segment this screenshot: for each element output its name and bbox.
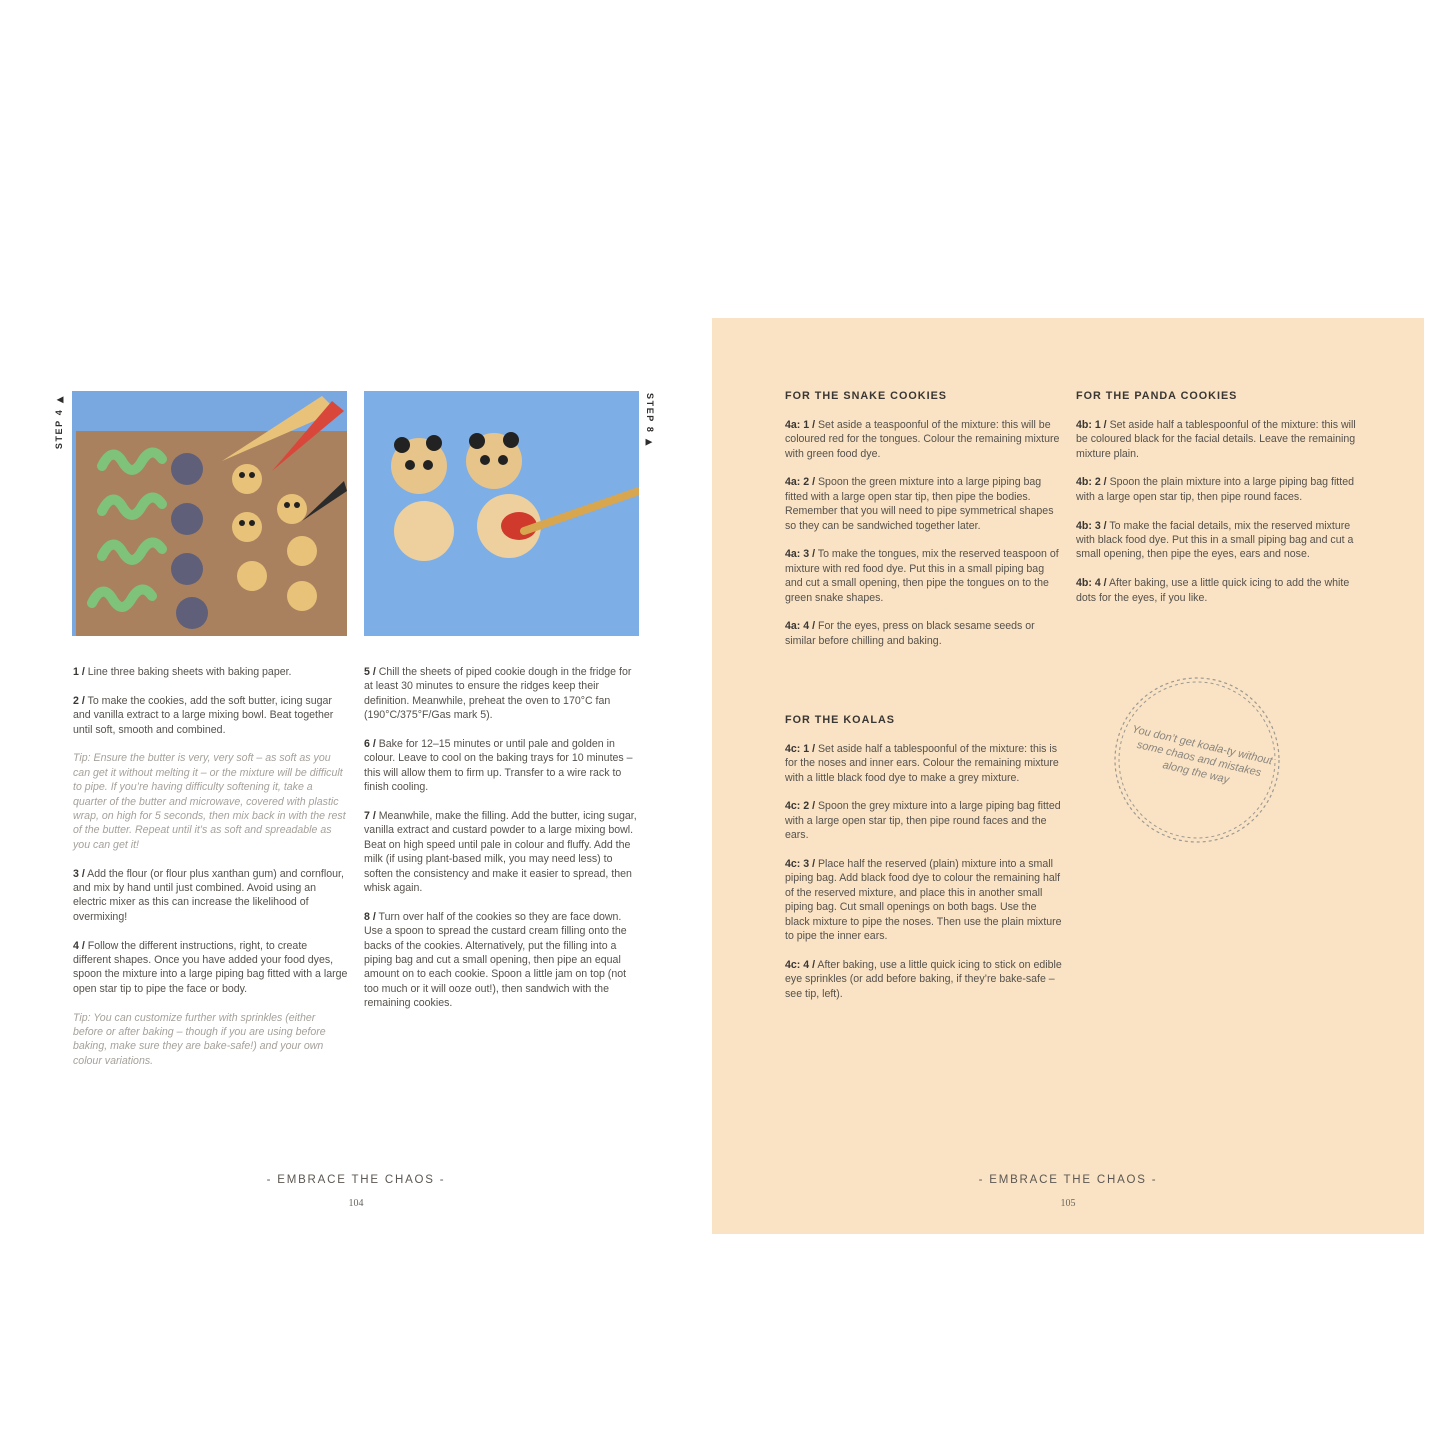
step-number: 4 /: [73, 939, 85, 952]
step-text: Place half the reserved (plain) mixture into a small piping bag. Add black food dye to colour the remaining half of the reserved mixture, and place this in another small piping bag. Cut small openings on both bags. Use the black mixture to pipe the noses. Then use the plain mixture to pipe the inner ears.: [785, 858, 1062, 943]
left-column-1: [73, 665, 348, 1083]
left-page: [0, 318, 712, 1234]
step-text: To make the tongues, mix the reserved teaspoon of mixture with red food dye. Put this in a small piping bag and cut a small opening, then pipe the tongues on to the green snake shapes.: [785, 548, 1059, 604]
right-page: [712, 318, 1424, 1234]
photo-step-4-piped-cookies: [72, 391, 347, 636]
koala-step-2: [785, 799, 1063, 842]
left-footer-title: - EMBRACE THE CHAOS -: [266, 1174, 446, 1186]
step-text: Add the flour (or flour plus xanthan gum) and cornflour, and mix by hand until just combined. Avoid using an electric mixer as this can increase the likelihood of overmixing!: [73, 867, 344, 923]
step-number: 5 /: [364, 666, 376, 678]
step-number: 4a: 4 /: [785, 620, 816, 633]
right-page-number: 105: [1060, 1198, 1076, 1209]
step-number: 4a: 2 /: [785, 476, 816, 489]
step-text: To make the facial details, mix the reserved mixture with black food dye. Put this in a small piping bag and cut a small opening, then pipe the eyes, ears and nose.: [1076, 519, 1354, 561]
right-footer-title: - EMBRACE THE CHAOS -: [978, 1174, 1158, 1186]
step-number: 1 /: [73, 666, 85, 678]
step-text: Line three baking sheets with baking paper.: [84, 666, 292, 678]
snake-step-1: [785, 418, 1063, 461]
step-4: [73, 939, 348, 997]
step-text: Follow the different instructions, right, to create different shapes. Once you have added your food dyes, spoon the mixture into a large piping bag fitted with a large open star tip to pipe the face or body.: [73, 939, 348, 995]
step-number: 4a: 3 /: [785, 548, 816, 561]
step-text: Bake for 12–15 minutes or until pale and golden in colour. Leave to cool on the baking trays for 10 minutes – this will allow them to firm up. Transfer to a wire rack to finish cooling.: [364, 738, 633, 794]
step-text: Meanwhile, make the filling. Add the butter, icing sugar, vanilla extract and custard powder to a large mixing bowl. Beat on high speed until pale in colour and fluffy. Add the milk (if using plant-based milk, you may need less) to soften the consistency and make it easier to spread, then whisk again.: [364, 810, 637, 895]
step-text: Spoon the grey mixture into a large piping bag fitted with a large open star tip, then pipe round faces and the ears.: [785, 800, 1061, 842]
butter-tip: Tip: Ensure the butter is very, very soft – as soft as you can get it without melting it – or the mixture will be difficult to pipe. If you’re having difficulty softening it, take a quarter of the butter and microwave, covered with plastic wrap, on high for 5 seconds, then mix back in with the rest of the butter. Repeat until it’s as soft and spreadable as you can get it!: [73, 752, 346, 851]
panda-step-1: [1076, 418, 1356, 461]
snake-step-4: [785, 619, 1063, 648]
step-number: 4b: 2 /: [1076, 476, 1107, 489]
step-number: 4b: 3 /: [1076, 519, 1107, 532]
sandwich-cookies-illustration: [364, 391, 639, 636]
step-text: Turn over half of the cookies so they are face down. Use a spoon to spread the custard cream filling onto the backs of the cookies. Alternatively, put the filling into a piping bag and cut a small opening, then pipe an equal amount on to each cookie. Spoon a little jam on top (not too much or it will ooze out!), then sandwich with the remaining cookies.: [364, 910, 627, 1010]
step-2: [73, 694, 348, 737]
koala-step-1: [785, 742, 1063, 785]
step-8-label: STEP 8 ▶: [645, 393, 655, 450]
step-text: Spoon the plain mixture into a large piping bag fitted with a large open star tip, then pipe round faces.: [1076, 476, 1354, 503]
koala-ty-badge: [1102, 670, 1292, 850]
step-number: 4c: 2 /: [785, 800, 816, 813]
step-text: After baking, use a little quick icing to stick on edible eye sprinkles (or add before baking, if they’re bake-safe – see tip, left).: [785, 958, 1062, 1000]
badge-quote: You don’t get koala-ty without some chaos and mistakes along the way: [1130, 723, 1274, 787]
step-7: [364, 809, 639, 895]
step-text: Set aside half a tablespoonful of the mixture: this is for the noses and inner ears. Colour the remaining mixture with a little black food dye to make a grey mixture.: [785, 742, 1059, 784]
step-6: [364, 737, 639, 795]
step-number: 6 /: [364, 738, 376, 751]
koala-section: [785, 713, 1063, 1015]
piped-cookies-illustration: [72, 391, 347, 636]
step-number: 4a: 1 /: [785, 418, 816, 431]
step-number: 4c: 1 /: [785, 742, 816, 755]
koala-step-4: [785, 958, 1063, 1001]
step-number: 7 /: [364, 810, 376, 823]
sprinkles-tip: Tip: You can customize further with sprinkles (either before or after baking – though if you are using before baking, make sure they are bake-safe!) and your own colour variations.: [73, 1011, 326, 1067]
koala-step-3: [785, 857, 1063, 943]
step-text: After baking, use a little quick icing to add the white dots for the eyes, if you like.: [1076, 577, 1350, 604]
panda-step-4: [1076, 576, 1356, 605]
step-8: [364, 910, 639, 1011]
panda-title: FOR THE PANDA COOKIES: [1076, 390, 1238, 402]
step-1: [73, 665, 348, 679]
step-number: 4b: 1 /: [1076, 418, 1107, 431]
step-text: Set aside half a tablespoonful of the mixture: this will be coloured black for the facial details. Leave the remaining mixture plain.: [1076, 418, 1356, 460]
step-text: To make the cookies, add the soft butter, icing sugar and vanilla extract to a large mixing bowl. Beat together until soft, smooth and combined.: [73, 694, 334, 736]
panda-step-2: [1076, 475, 1356, 504]
snake-section: [785, 389, 1063, 663]
panda-step-3: [1076, 519, 1356, 562]
photo-step-8-sandwich-cookies: [364, 391, 639, 636]
step-text: Spoon the green mixture into a large piping bag fitted with a large open star tip, then pipe the bodies. Remember that you will need to pipe symmetrical shapes so they can be sandwiched together later.: [785, 476, 1054, 532]
step-number: 4c: 4 /: [785, 958, 816, 971]
left-page-number: 104: [348, 1198, 364, 1209]
step-text: Chill the sheets of piped cookie dough in the fridge for at least 30 minutes to ensure the ridges keep their definition. Meanwhile, preheat the oven to 170°C fan (190°C/375°F/Gas mark 5).: [364, 666, 632, 722]
snake-title: FOR THE SNAKE COOKIES: [785, 390, 947, 402]
step-5: [364, 665, 639, 723]
snake-step-2: [785, 475, 1063, 533]
koala-title: FOR THE KOALAS: [785, 714, 895, 726]
step-number: 2 /: [73, 694, 85, 707]
step-number: 4b: 4 /: [1076, 577, 1107, 590]
step-number: 8 /: [364, 910, 376, 923]
step-text: For the eyes, press on black sesame seeds or similar before chilling and baking.: [785, 620, 1035, 647]
panda-section: [1076, 389, 1356, 619]
left-column-2: [364, 665, 639, 1025]
step-text: Set aside a teaspoonful of the mixture: this will be coloured red for the tongues. Colour the remaining mixture with green food dye.: [785, 418, 1060, 460]
step-number: 4c: 3 /: [785, 858, 816, 871]
step-4-label: STEP 4 ▶: [54, 393, 64, 450]
step-number: 3 /: [73, 867, 85, 880]
snake-step-3: [785, 547, 1063, 605]
step-3: [73, 867, 348, 925]
